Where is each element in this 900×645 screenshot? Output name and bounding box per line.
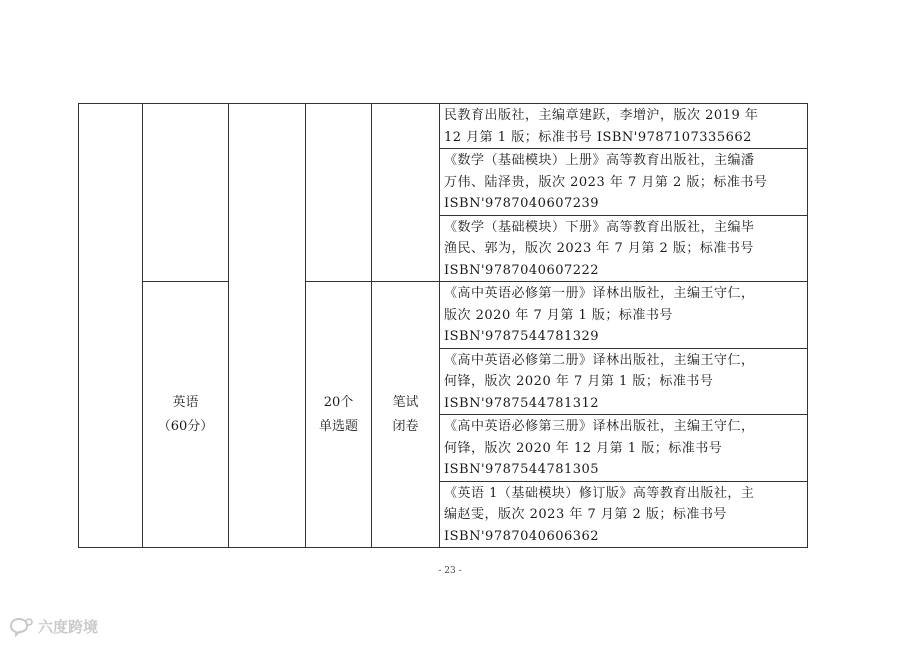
reference-line: 12 月第 1 版；标准书号 ISBN'9787107335662 — [444, 129, 752, 145]
exam-mode-written: 笔试 — [392, 394, 419, 410]
reference-line: ISBN'9787544781305 — [444, 462, 600, 477]
reference-line: 《英语 1（基础模块）修订版》高等教育出版社，主 — [444, 485, 755, 501]
question-type: 单选题 — [318, 418, 358, 434]
english-subject-label: 英语 — [172, 394, 199, 410]
math-mode-cell — [372, 104, 440, 282]
reference-line: 编赵雯，版次 2023 年 7 月第 2 版；标准书号 — [444, 507, 727, 522]
reference-line: 万伟、陆泽贵，版次 2023 年 7 月第 2 版；标准书号 — [444, 174, 768, 190]
reference-line: 版次 2020 年 7 月第 1 版；标准书号 — [444, 307, 673, 323]
reference-line: 何锋，版次 2020 年 12 月第 1 版；标准书号 — [444, 440, 723, 456]
reference-line: ISBN'9787040606362 — [444, 528, 600, 544]
reference-cell — [440, 348, 808, 415]
reference-line: 《数学（基础模块）下册》高等教育出版社，主编毕 — [444, 219, 755, 235]
math-question-cell — [306, 104, 372, 282]
table-row — [79, 104, 808, 149]
watermark-text: 六度跨境 — [38, 618, 99, 636]
reference-line: ISBN'9787040607222 — [444, 262, 600, 278]
reference-line: 民教育出版社，主编章建跃，李增沪，版次 2019 年 — [444, 108, 759, 123]
reference-cell — [440, 215, 808, 282]
english-score-label: （60分） — [157, 418, 214, 434]
reference-cell — [440, 104, 808, 149]
page-number: - 23 - — [438, 566, 462, 576]
english-subject-cell — [143, 282, 229, 548]
category-cell — [79, 104, 143, 548]
reference-line: 渔民、郭为，版次 2023 年 7 月第 2 版；标准书号 — [444, 241, 754, 256]
english-question-cell — [306, 282, 372, 548]
question-count: 20个 — [323, 394, 354, 410]
watermark — [8, 616, 98, 637]
reference-line: ISBN'9787544781329 — [444, 329, 600, 344]
reference-cell — [440, 481, 808, 548]
reference-cell — [440, 149, 808, 216]
reference-line: 《数学（基础模块）上册》高等教育出版社，主编潘 — [444, 153, 755, 168]
reference-line: 《高中英语必修第一册》译林出版社，主编王守仁， — [444, 286, 755, 301]
chat-bubble-logo-icon — [8, 617, 34, 637]
english-mode-cell — [372, 282, 440, 548]
reference-line: 《高中英语必修第三册》译林出版社，主编王守仁， — [444, 419, 755, 434]
reference-line: ISBN'9787040607239 — [444, 196, 600, 211]
reference-line: ISBN'9787544781312 — [444, 395, 600, 411]
math-subject-cell — [143, 104, 229, 282]
content-cell — [229, 104, 306, 548]
exam-mode-closed: 闭卷 — [392, 418, 419, 434]
table-row — [79, 282, 808, 349]
reference-line: 《高中英语必修第二册》译林出版社，主编王守仁， — [444, 352, 755, 368]
reference-cell — [440, 282, 808, 349]
reference-line: 何锋，版次 2020 年 7 月第 1 版；标准书号 — [444, 374, 714, 389]
reference-cell — [440, 415, 808, 482]
exam-table — [78, 103, 808, 548]
